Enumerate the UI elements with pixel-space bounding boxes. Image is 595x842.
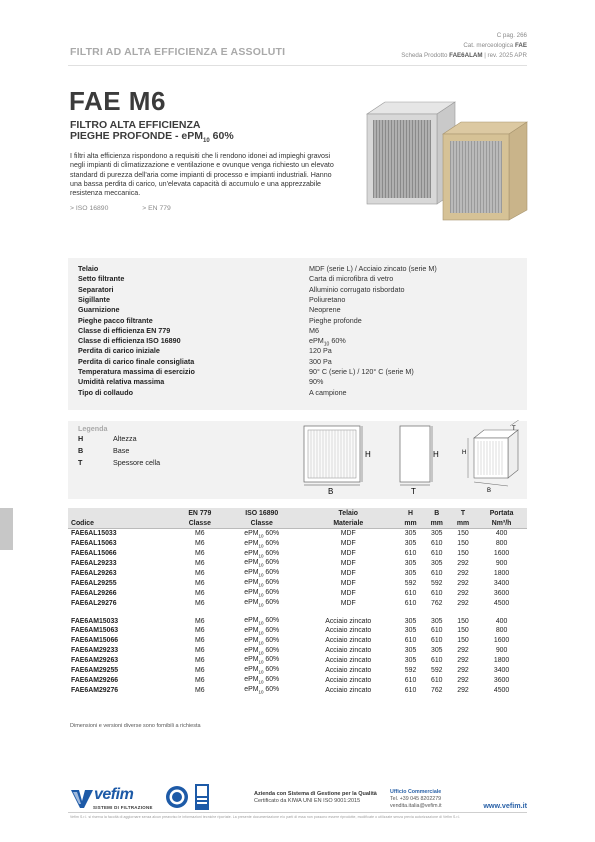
spec-label: Umidità relativa massima [78,377,165,387]
cell-code: FAE6AL29263 [71,570,117,577]
table-row [68,636,527,646]
cell-code: FAE6AM29263 [71,657,119,665]
spec-row [78,285,518,295]
table-row [68,529,527,539]
cell-height: 305 [404,570,417,577]
cell-height: 610 [404,599,417,607]
cell-material: MDF [340,570,356,577]
cell-base: 610 [431,637,443,645]
spec-label: Separatori [78,284,114,294]
vefim-logo-subtitle: SISTEMI DI FILTRAZIONE [93,805,153,810]
cell-iso-class: ePM$_{10}$ 60% [244,589,280,598]
cell-flow: 3400 [493,579,510,587]
cell-code: FAE6AM15066 [71,637,119,645]
cell-iso-class: ePM$_{10}$ 60% [244,569,280,578]
cell-flow: 3400 [493,667,510,675]
cell-thickness: 292 [457,589,469,597]
cell-code: FAE6AL15033 [71,530,117,538]
cell-code: FAE6AL29233 [71,560,117,568]
cell-material: MDF [340,599,356,607]
cell-base: 610 [431,589,443,597]
iso-label-h: H [462,450,467,456]
page-reference: C pag. 266 [496,32,527,39]
spec-row [78,326,518,336]
spec-label: Classe di efficienza ISO 16890 [78,336,181,346]
product-table [68,508,527,695]
cell-thickness: 150 [457,540,469,548]
cell-material: MDF [340,550,356,558]
cell-flow: 1800 [493,657,510,665]
cell-flow: 800 [495,627,508,635]
cell-iso-class: ePM$_{10}$ 60% [244,676,280,685]
cell-height: 305 [404,540,417,548]
iso-label-b: B [487,488,492,494]
cell-en-class: M6 [195,657,205,665]
cell-iso-class: ePM$_{10}$ 60% [244,626,280,636]
cell-flow: 800 [495,540,508,548]
spec-row [78,367,518,377]
cell-material: MDF [340,579,356,587]
cell-base: 592 [431,667,443,675]
cell-en-class: M6 [195,637,205,645]
cell-code: FAE6AL15066 [71,550,117,558]
cell-height: 305 [404,657,417,665]
cell-thickness: 292 [457,647,469,655]
cell-flow: 400 [495,617,508,625]
cell-material: MDF [340,540,356,548]
office-email-link[interactable]: vendita.italia@vefim.it [390,803,442,809]
cell-iso-class: ePM$_{10}$ 60% [244,559,280,568]
spec-value: 90° C (serie L) / 120° C (serie M) [309,367,414,376]
spec-label: Guarnizione [78,305,120,315]
cell-iso-class: ePM$_{10}$ 60% [244,539,280,549]
mdf-filter-image [443,122,527,220]
table-group-spacer [68,608,527,616]
cell-code: FAE6AM29255 [71,667,119,675]
cell-en-class: M6 [195,627,205,635]
vefim-logo-icon [70,787,94,811]
cell-en-class: M6 [195,686,205,694]
cell-material: MDF [340,530,356,538]
cell-base: 610 [431,627,443,635]
product-description: I filtri alta efficienza rispondono a requisiti che li rendono idonei ad impieghi gravosi negli impianti di climatizzazione e ventilazione e ovunque venga richiesto un elevato standard di purezza dell'aria come impianti di processo e impianti industriali. Hanno una bassa perdita di carico, un'elevata capacità di accumulo e una apprezzabile resistenza meccanica. [70,152,334,198]
spec-label: Sigillante [78,294,110,304]
table-row [68,549,527,559]
cell-thickness: 150 [457,637,469,645]
cell-thickness: 150 [457,617,469,625]
cell-en-class: M6 [195,560,205,568]
cell-code: FAE6AM15063 [71,627,119,635]
accreditation-mark [195,784,209,810]
cell-iso-class: ePM$_{10}$ 60% [244,616,280,626]
spec-row [78,316,518,326]
table-row [68,646,527,656]
cell-code: FAE6AM15033 [71,617,119,625]
cell-en-class: M6 [195,647,205,655]
section-title: FILTRI AD ALTA EFFICIENZA E ASSOLUTI [70,46,286,58]
cell-height: 592 [404,667,417,675]
table-row [68,598,527,608]
cell-base: 610 [431,550,443,558]
spec-value: Poliuretano [309,294,346,304]
spec-row [78,346,518,356]
cell-flow: 1600 [493,550,510,558]
document-reference [401,31,527,61]
spec-value: 90% [309,377,324,387]
front-view-diagram [304,426,362,485]
website-link[interactable]: www.vefim.it [483,801,527,810]
standard-links [70,205,203,212]
spec-row [78,336,518,346]
cell-iso-class: ePM$_{10}$ 60% [244,666,280,675]
cell-en-class: M6 [195,617,205,625]
cell-flow: 3600 [493,589,510,597]
cell-flow: 900 [495,647,508,655]
cell-material: Acciaio zincato [325,627,372,635]
cell-en-class: M6 [195,667,205,675]
spec-row [78,357,518,367]
cell-iso-class: ePM$_{10}$ 60% [244,656,280,665]
diagram-label-h: H [365,450,371,459]
diagram-label-t: T [411,487,416,496]
vefim-logo-text: vefim [94,786,134,803]
cell-en-class: M6 [195,676,205,684]
table-row [68,539,527,549]
spec-label: Perdita di carico finale consigliata [78,356,195,366]
spec-row [78,305,518,315]
cell-thickness: 292 [457,570,469,577]
table-header-bottom: Codice Classe Classe Materiale mm mm mm Nm³/h [68,518,527,529]
cell-code: FAE6AM29276 [71,686,119,694]
cell-iso-class: ePM$_{10}$ 60% [244,549,280,558]
cell-material: Acciaio zincato [325,667,372,675]
iso-16890-link[interactable]: > ISO 16890 [70,205,109,212]
kiwa-certification-seal [165,785,189,809]
cell-flow: 1600 [493,637,510,645]
cell-material: Acciaio zincato [325,647,372,655]
diagram-label-b: B [328,487,334,496]
table-row [68,616,527,626]
cell-height: 305 [404,647,417,655]
product-name: FAE M6 [69,86,166,116]
legend-title: Legenda [78,424,108,433]
cell-code: FAE6AL29266 [71,589,117,597]
cell-height: 610 [404,637,417,645]
cell-flow: 1800 [493,570,510,577]
cell-material: MDF [340,589,356,597]
cell-thickness: 292 [457,560,469,568]
cell-base: 305 [431,530,443,538]
cell-flow: 4500 [493,599,510,607]
cell-base: 305 [431,617,443,625]
table-row [68,559,527,569]
spec-row [78,388,518,398]
spec-value: MDF (serie L) / Acciaio zincato (serie M) [309,264,437,273]
cell-height: 592 [404,579,417,587]
spec-row [78,295,518,305]
cell-thickness: 150 [457,627,469,635]
product-photo [355,92,535,222]
cell-iso-class: ePM$_{10}$ 60% [244,529,280,539]
cell-material: MDF [340,560,356,568]
cell-code: FAE6AL29255 [71,579,117,587]
sheet-line: Scheda Prodotto FAE6ALAM | rev. 2025 APR [401,52,527,59]
spec-label: Perdita di carico iniziale [78,346,160,356]
cell-base: 305 [431,560,443,568]
steel-filter-image [367,102,455,204]
cell-thickness: 292 [457,676,469,684]
table-row [68,578,527,588]
cell-base: 610 [431,570,443,577]
spec-value: A campione [309,387,347,397]
cell-base: 762 [431,599,443,607]
cell-thickness: 292 [457,579,469,587]
cell-code: FAE6AL15063 [71,540,117,548]
cell-height: 305 [404,627,417,635]
table-header-top: EN 779 ISO 16890 Telaio H B T Portata [68,508,527,518]
side-view-diagram [400,426,432,485]
table-row [68,626,527,636]
spec-value: 300 Pa [309,356,332,366]
spec-value: ePM$_{10}$ 60% [309,336,346,348]
cell-base: 610 [431,657,443,665]
spec-label: Tipo di collaudo [78,387,133,397]
quality-certification: Azienda con Sistema di Gestione per la Qualità Certificato da KIWA UNI EN ISO 9001:2015 [254,791,377,804]
cell-base: 305 [431,647,443,655]
cell-iso-class: ePM$_{10}$ 60% [244,686,280,695]
cell-iso-class: ePM$_{10}$ 60% [244,636,280,646]
cell-en-class: M6 [195,599,205,607]
cell-flow: 3600 [493,676,510,684]
table-row [68,666,527,676]
cell-height: 305 [404,560,417,568]
cell-iso-class: ePM$_{10}$ 60% [244,646,280,655]
spec-row [78,377,518,387]
cell-en-class: M6 [195,570,205,577]
cell-flow: 4500 [493,686,510,694]
cell-code: FAE6AL29276 [71,599,117,607]
cell-thickness: 292 [457,599,469,607]
cell-iso-class: ePM$_{10}$ 60% [244,579,280,588]
footer-divider [68,812,527,813]
cell-material: Acciaio zincato [325,617,372,625]
cell-thickness: 150 [457,550,469,558]
header-divider [68,65,527,66]
cell-thickness: 150 [457,530,469,538]
spec-value: Carta di microfibra di vetro [309,274,394,284]
cell-thickness: 292 [457,686,469,694]
cell-en-class: M6 [195,579,205,587]
table-row [68,656,527,666]
cell-height: 610 [404,686,417,694]
cell-base: 592 [431,579,443,587]
spec-label: Pieghe pacco filtrante [78,315,153,325]
spec-row [78,274,518,284]
spec-row [78,264,518,274]
legal-notice: Vefim S.r.l. si riserva la facoltà di aggiornare senza alcun preavviso le informazioni tecniche riportate. La presente documentazione e/o parti di essa non possono essere riprodotte, modificate o utilizzate senza previa autorizzazione di Vefim S.r.l. [70,815,461,819]
spec-value: Pieghe profonde [309,315,362,325]
cell-base: 610 [431,540,443,548]
cell-thickness: 292 [457,667,469,675]
cell-base: 610 [431,676,443,684]
product-subtitle: FILTRO ALTA EFFICIENZA PIEGHE PROFONDE - ePM$_{10}$ 60% [70,119,234,145]
cell-en-class: M6 [195,530,205,538]
cell-code: FAE6AM29233 [71,647,119,655]
cell-height: 610 [404,550,417,558]
spec-label: Telaio [78,264,99,273]
cell-material: Acciaio zincato [325,686,372,694]
spec-label: Classe di efficienza EN 779 [78,325,171,335]
cell-thickness: 292 [457,657,469,665]
spec-value: Alluminio corrugato risbordato [309,284,405,294]
spec-label: Setto filtrante [78,274,125,284]
table-row [68,675,527,685]
spec-value: Neoprene [309,305,341,315]
cell-en-class: M6 [195,550,205,558]
cell-height: 305 [404,530,417,538]
sales-office: Ufficio Commerciale Tel. +39 045 8202279 vendita.italia@vefim.it [390,789,442,809]
cell-en-class: M6 [195,540,205,548]
table-footnote: Dimensioni e versioni diverse sono fornibili a richiesta [70,723,201,729]
cell-en-class: M6 [195,589,205,597]
table-row [68,685,527,695]
cell-material: Acciaio zincato [325,676,372,684]
table-row [68,569,527,579]
cell-code: FAE6AM29266 [71,676,119,684]
cell-flow: 400 [495,530,508,538]
diagram-label-h2: H [433,450,439,459]
dimension-diagrams [296,420,530,500]
cell-material: Acciaio zincato [325,657,372,665]
cell-height: 305 [404,617,417,625]
cell-material: Acciaio zincato [325,637,372,645]
spec-value: M6 [309,325,319,335]
spec-label: Temperatura massima di esercizio [78,367,195,376]
cell-flow: 900 [495,560,508,568]
cell-iso-class: ePM$_{10}$ 60% [244,598,280,608]
en-779-link[interactable]: > EN 779 [142,205,171,212]
cell-height: 610 [404,676,417,684]
table-row [68,588,527,598]
cell-base: 762 [431,686,443,694]
side-tab-marker [0,508,13,550]
spec-value: 120 Pa [309,346,332,356]
iso-label-t: T [512,426,516,432]
cell-height: 610 [404,589,417,597]
category-line: Cat. merceologica FAE [463,42,527,49]
